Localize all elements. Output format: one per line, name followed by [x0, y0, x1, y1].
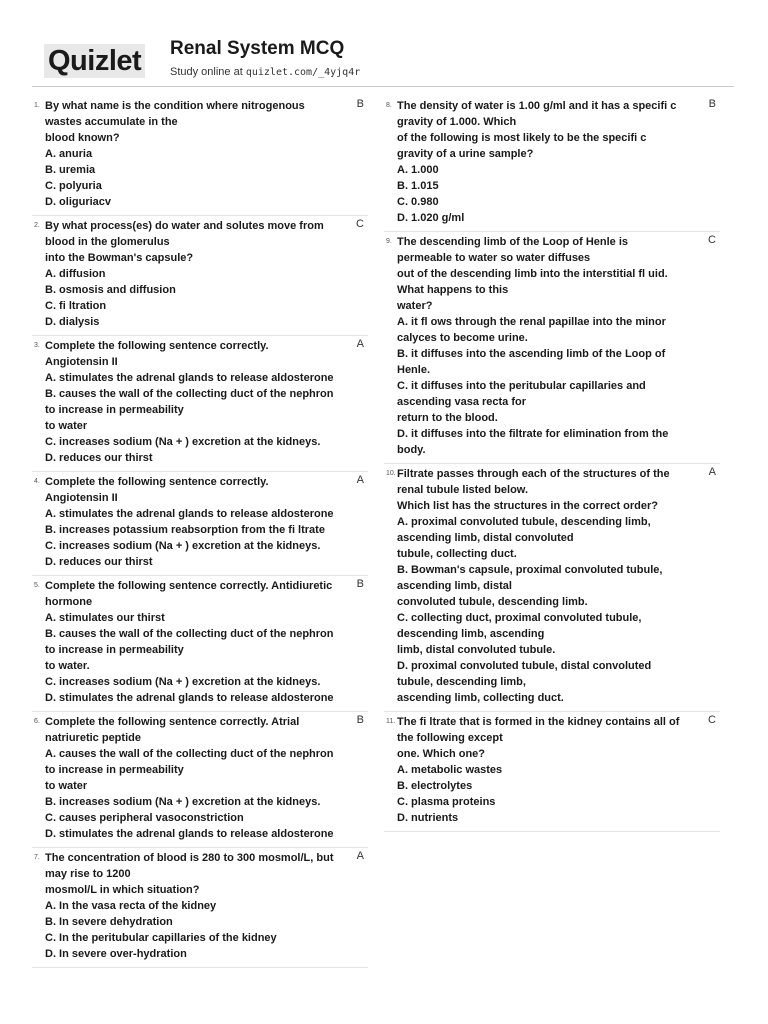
question-line: D. it diffuses into the filtrate for elimination from the: [397, 428, 669, 440]
question-answer: B: [708, 98, 716, 110]
question-text: By what name is the condition where nitrogenous: [45, 100, 305, 112]
question-line: C. 0.980: [397, 196, 439, 208]
question-line: one. Which one?: [397, 748, 485, 760]
question-line: D. reduces our thirst: [45, 452, 153, 464]
question-line: to water: [45, 420, 88, 432]
question-line: tubule, collecting duct.: [397, 548, 517, 560]
question-line: limb, distal convoluted tubule.: [397, 644, 556, 656]
question-line: ascending limb, distal convoluted: [397, 532, 574, 544]
question-line: blood in the glomerulus: [45, 236, 170, 248]
question-line: C. In the peritubular capillaries of the kidney: [45, 932, 277, 944]
question-line: convoluted tubule, descending limb.: [397, 596, 588, 608]
question-line: What happens to this: [397, 284, 509, 296]
question-line: into the Bowman's capsule?: [45, 252, 194, 264]
question-answer: B: [356, 578, 364, 590]
question-line: C. plasma proteins: [397, 796, 496, 808]
question-line: ascending limb, collecting duct.: [397, 692, 564, 704]
question-line: gravity of a urine sample?: [397, 148, 534, 160]
question-line: B. electrolytes: [397, 780, 473, 792]
question-number: 5.: [34, 582, 40, 589]
question-text: Complete the following sentence correctly. Antidiuretic: [45, 580, 333, 592]
question-answer: C: [708, 714, 716, 726]
question-line: permeable to water so water diffuses: [397, 252, 591, 264]
question-item: [32, 336, 368, 472]
question-line: may rise to 1200: [45, 868, 131, 880]
question-text: The fi ltrate that is formed in the kidney contains all of: [397, 716, 680, 728]
question-line: D. stimulates the adrenal glands to release aldosterone: [45, 692, 334, 704]
question-text: Filtrate passes through each of the structures of the: [397, 468, 670, 480]
question-item: [32, 96, 368, 216]
question-number: 3.: [34, 342, 40, 349]
question-line: A. proximal convoluted tubule, descending limb,: [397, 516, 651, 528]
study-online-line: [170, 66, 360, 78]
question-text: Complete the following sentence correctly.: [45, 476, 269, 488]
question-number: 9.: [386, 238, 392, 245]
question-line: ascending limb, distal: [397, 580, 512, 592]
question-line: B. osmosis and diffusion: [45, 284, 176, 296]
question-line: to water: [45, 780, 88, 792]
question-line: mosmol/L in which situation?: [45, 884, 200, 896]
question-line: A. causes the wall of the collecting duct of the nephron: [45, 748, 334, 760]
question-number: 8.: [386, 102, 392, 109]
question-line: out of the descending limb into the interstitial fl uid.: [397, 268, 668, 280]
page-title: Renal System MCQ: [170, 38, 345, 59]
question-line: water?: [397, 300, 433, 312]
question-line: D. 1.020 g/ml: [397, 212, 465, 224]
question-item: [32, 472, 368, 576]
question-line: ascending vasa recta for: [397, 396, 527, 408]
question-line: descending limb, ascending: [397, 628, 545, 640]
question-line: of the following is most likely to be the specifi c: [397, 132, 647, 144]
question-answer: A: [356, 474, 364, 486]
question-text: By what process(es) do water and solutes move from: [45, 220, 324, 232]
question-answer: C: [708, 234, 716, 246]
question-number: 6.: [34, 718, 40, 725]
question-line: A. 1.000: [397, 164, 439, 176]
question-line: C. increases sodium (Na + ) excretion at the kidneys.: [45, 676, 321, 688]
question-line: A. stimulates the adrenal glands to release aldosterone: [45, 508, 334, 520]
question-text: The density of water is 1.00 g/ml and it has a specifi c: [397, 100, 677, 112]
question-number: 10.: [386, 470, 396, 477]
question-line: D. oliguriacv: [45, 196, 112, 208]
question-line: D. reduces our thirst: [45, 556, 153, 568]
question-line: calyces to become urine.: [397, 332, 528, 344]
question-item: [384, 232, 720, 464]
question-line: A. it fl ows through the renal papillae into the minor: [397, 316, 666, 328]
question-text: The descending limb of the Loop of Henle is: [397, 236, 629, 248]
question-line: gravity of 1.000. Which: [397, 116, 517, 128]
question-item: [32, 576, 368, 712]
question-line: body.: [397, 444, 426, 456]
question-line: C. it diffuses into the peritubular capillaries and: [397, 380, 646, 392]
question-line: B. causes the wall of the collecting duct of the nephron: [45, 388, 334, 400]
question-answer: A: [356, 338, 364, 350]
question-answer: A: [708, 466, 716, 478]
question-answer: C: [356, 218, 364, 230]
question-answer: A: [356, 850, 364, 862]
question-line: B. increases potassium reabsorption from the fi ltrate: [45, 524, 325, 536]
question-line: C. causes peripheral vasoconstriction: [45, 812, 244, 824]
question-line: Henle.: [397, 364, 431, 376]
right-question-column: [384, 96, 720, 832]
question-answer: B: [356, 714, 364, 726]
study-online-label: Study online at: [170, 66, 246, 78]
study-url-link[interactable]: quizlet.com/_4yjq4r: [245, 67, 361, 78]
question-line: to increase in permeability: [45, 404, 184, 416]
question-line: A. stimulates our thirst: [45, 612, 165, 624]
question-text: Complete the following sentence correctly.: [45, 340, 269, 352]
question-text: The concentration of blood is 280 to 300 mosmol/L, but: [45, 852, 334, 864]
question-number: 4.: [34, 478, 40, 485]
question-line: renal tubule listed below.: [397, 484, 529, 496]
question-line: the following except: [397, 732, 503, 744]
question-line: B. In severe dehydration: [45, 916, 173, 928]
question-line: wastes accumulate in the: [45, 116, 178, 128]
question-number: 1.: [34, 102, 40, 109]
left-question-column: [32, 96, 368, 968]
question-line: A. stimulates the adrenal glands to release aldosterone: [45, 372, 334, 384]
question-line: B. causes the wall of the collecting duct of the nephron: [45, 628, 334, 640]
question-line: D. proximal convoluted tubule, distal convoluted: [397, 660, 652, 672]
question-line: Angiotensin II: [45, 356, 118, 368]
question-item: [384, 712, 720, 832]
question-line: B. it diffuses into the ascending limb of the Loop of: [397, 348, 666, 360]
question-line: C. collecting duct, proximal convoluted tubule,: [397, 612, 642, 624]
question-item: [32, 216, 368, 336]
question-text: Complete the following sentence correctly. Atrial: [45, 716, 300, 728]
question-line: to increase in permeability: [45, 764, 184, 776]
question-line: C. polyuria: [45, 180, 102, 192]
question-line: A. diffusion: [45, 268, 106, 280]
question-number: 7.: [34, 854, 40, 861]
question-number: 11.: [386, 718, 396, 725]
question-line: C. fi ltration: [45, 300, 107, 312]
question-line: A. metabolic wastes: [397, 764, 503, 776]
question-line: D. stimulates the adrenal glands to release aldosterone: [45, 828, 334, 840]
question-line: C. increases sodium (Na + ) excretion at the kidneys.: [45, 540, 321, 552]
question-number: 2.: [34, 222, 40, 229]
question-line: A. In the vasa recta of the kidney: [45, 900, 217, 912]
question-item: [384, 464, 720, 712]
question-line: natriuretic peptide: [45, 732, 141, 744]
question-line: B. 1.015: [397, 180, 439, 192]
question-line: Which list has the structures in the correct order?: [397, 500, 658, 512]
question-line: tubule, descending limb,: [397, 676, 526, 688]
quizlet-logo: Quizlet: [44, 44, 145, 78]
question-line: A. anuria: [45, 148, 93, 160]
question-line: return to the blood.: [397, 412, 498, 424]
question-line: B. increases sodium (Na + ) excretion at the kidneys.: [45, 796, 321, 808]
question-line: D. In severe over-hydration: [45, 948, 187, 960]
question-line: to water.: [45, 660, 90, 672]
question-line: Angiotensin II: [45, 492, 118, 504]
question-item: [32, 712, 368, 848]
question-answer: B: [356, 98, 364, 110]
header-divider: [32, 86, 734, 87]
question-item: [384, 96, 720, 232]
question-line: hormone: [45, 596, 93, 608]
question-item: [32, 848, 368, 968]
question-line: blood known?: [45, 132, 120, 144]
question-line: B. uremia: [45, 164, 96, 176]
question-line: C. increases sodium (Na + ) excretion at the kidneys.: [45, 436, 321, 448]
question-line: to increase in permeability: [45, 644, 184, 656]
question-line: B. Bowman's capsule, proximal convoluted tubule,: [397, 564, 663, 576]
question-line: D. nutrients: [397, 812, 459, 824]
question-line: D. dialysis: [45, 316, 100, 328]
